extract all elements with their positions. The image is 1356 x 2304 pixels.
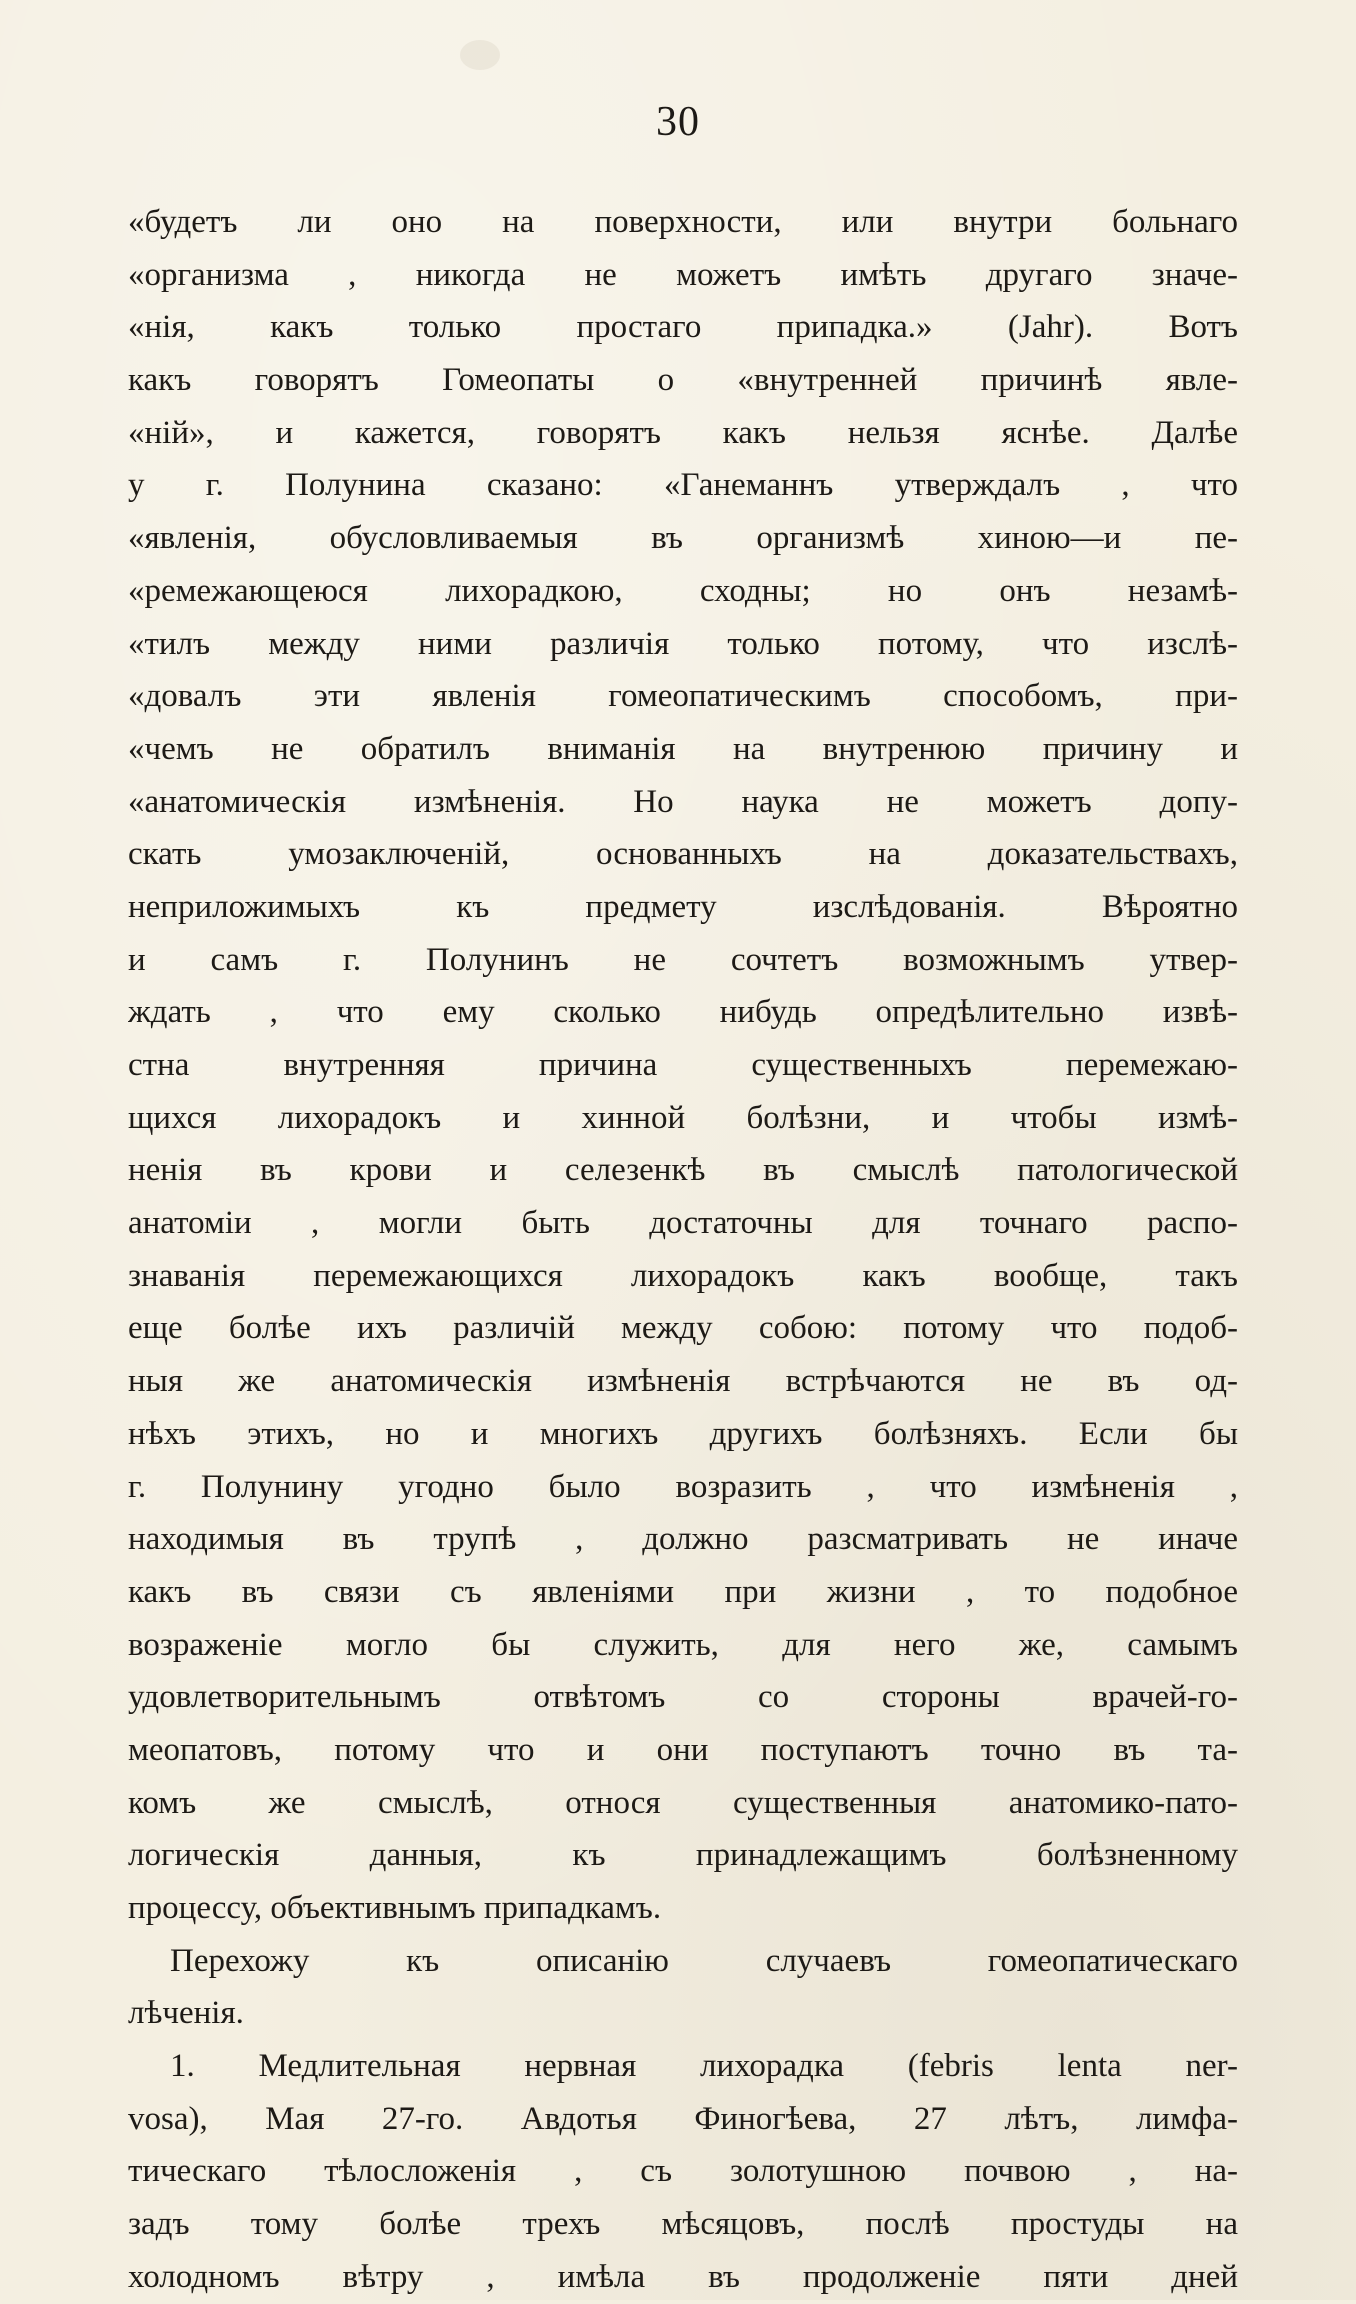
text-line: еще болѣе ихъ различій между собою: потому что подоб- bbox=[128, 1310, 1238, 1347]
text-line: г. Полунину угодно было возразить , что измѣненія , bbox=[128, 1468, 1238, 1505]
text-line: меопатовъ, потому что и они поступаютъ точно въ та- bbox=[128, 1731, 1238, 1768]
text-line: «довалъ эти явленія гомеопатическимъ способомъ, при- bbox=[128, 678, 1238, 715]
paper-stain bbox=[460, 40, 500, 70]
text-line: находимыя въ трупѣ , должно разсматривать не иначе bbox=[128, 1521, 1238, 1558]
text-line: «анатомическія измѣненія. Но наука не можетъ допу- bbox=[128, 783, 1238, 820]
text-line: «явленія, обусловливаемыя въ организмѣ хиною—и пе- bbox=[128, 520, 1238, 557]
text-line: удовлетворительнымъ отвѣтомъ со стороны врачей-го- bbox=[128, 1679, 1238, 1716]
page-number: 30 bbox=[656, 99, 700, 145]
text-line: «нія, какъ только простаго припадка.» (Jahr). Вотъ bbox=[128, 309, 1238, 346]
text-line: у г. Полунина сказано: «Ганеманнъ утверждалъ , что bbox=[128, 467, 1238, 504]
text-line: комъ же смыслѣ, относя существенныя анатомико-пато- bbox=[128, 1784, 1238, 1821]
text-line: vosa), Мая 27-го. Авдотья Финогѣева, 27 лѣтъ, лимфа- bbox=[128, 2100, 1238, 2137]
text-line: холодномъ вѣтру , имѣла въ продолженіе пяти дней bbox=[128, 2258, 1238, 2295]
text-line: логическія данныя, къ принадлежащимъ болѣзненному bbox=[128, 1837, 1238, 1874]
text-line: нѣхъ этихъ, но и многихъ другихъ болѣзняхъ. Если бы bbox=[128, 1415, 1238, 1452]
text-line: 1. Медлительная нервная лихорадка (febris lenta ner- bbox=[170, 2048, 1238, 2085]
body-text bbox=[128, 196, 1238, 2304]
text-line: «организма , никогда не можетъ имѣть другаго значе- bbox=[128, 256, 1238, 293]
text-line: «ній», и кажется, говорятъ какъ нельзя яснѣе. Далѣе bbox=[128, 414, 1238, 451]
text-line: неприложимыхъ къ предмету изслѣдованія. Вѣроятно bbox=[128, 888, 1238, 925]
text-line: щихся лихорадокъ и хинной болѣзни, и чтобы измѣ- bbox=[128, 1099, 1238, 1136]
text-line: «тилъ между ними различія только потому, что изслѣ- bbox=[128, 625, 1238, 662]
text-line: тическаго тѣлосложенія , съ золотушною почвою , на- bbox=[128, 2153, 1238, 2190]
text-line: процессу, объективнымъ припадкамъ. bbox=[128, 1890, 662, 1926]
text-line: «будетъ ли оно на поверхности, или внутри больнаго bbox=[128, 204, 1238, 240]
text-line: «чемъ не обратилъ вниманія на внутренюю причину и bbox=[128, 730, 1238, 767]
text-line: какъ въ связи съ явленіями при жизни , то подобное bbox=[128, 1573, 1238, 1610]
text-line: ненія въ крови и селезенкѣ въ смыслѣ патологической bbox=[128, 1152, 1238, 1189]
text-line: знаванія перемежающихся лихорадокъ какъ вообще, такъ bbox=[128, 1257, 1238, 1294]
text-line: ныя же анатомическія измѣненія встрѣчаются не въ од- bbox=[128, 1363, 1238, 1400]
text-line: скать умозаключеній, основанныхъ на доказательствахъ, bbox=[128, 836, 1238, 873]
text-line: какъ говорятъ Гомеопаты о «внутренней причинѣ явле- bbox=[128, 362, 1238, 399]
text-line: лѣченія. bbox=[128, 1995, 244, 2032]
text-line: анатоміи , могли быть достаточны для точнаго распо- bbox=[128, 1205, 1238, 1242]
text-line: задъ тому болѣе трехъ мѣсяцовъ, послѣ простуды на bbox=[128, 2206, 1238, 2243]
text-line: возраженіе могло бы служить, для него же, самымъ bbox=[128, 1626, 1238, 1663]
text-line: «ремежающеюся лихорадкою, сходны; но онъ незамѣ- bbox=[128, 572, 1238, 609]
text-line: стна внутренняя причина существенныхъ перемежаю- bbox=[128, 1047, 1238, 1083]
text-line: Перехожу къ описанію случаевъ гомеопатическаго bbox=[170, 1942, 1238, 1979]
text-line: ждать , что ему сколько нибудь опредѣлительно извѣ- bbox=[128, 994, 1238, 1031]
text-line: и самъ г. Полунинъ не сочтетъ возможнымъ утвер- bbox=[128, 941, 1238, 978]
